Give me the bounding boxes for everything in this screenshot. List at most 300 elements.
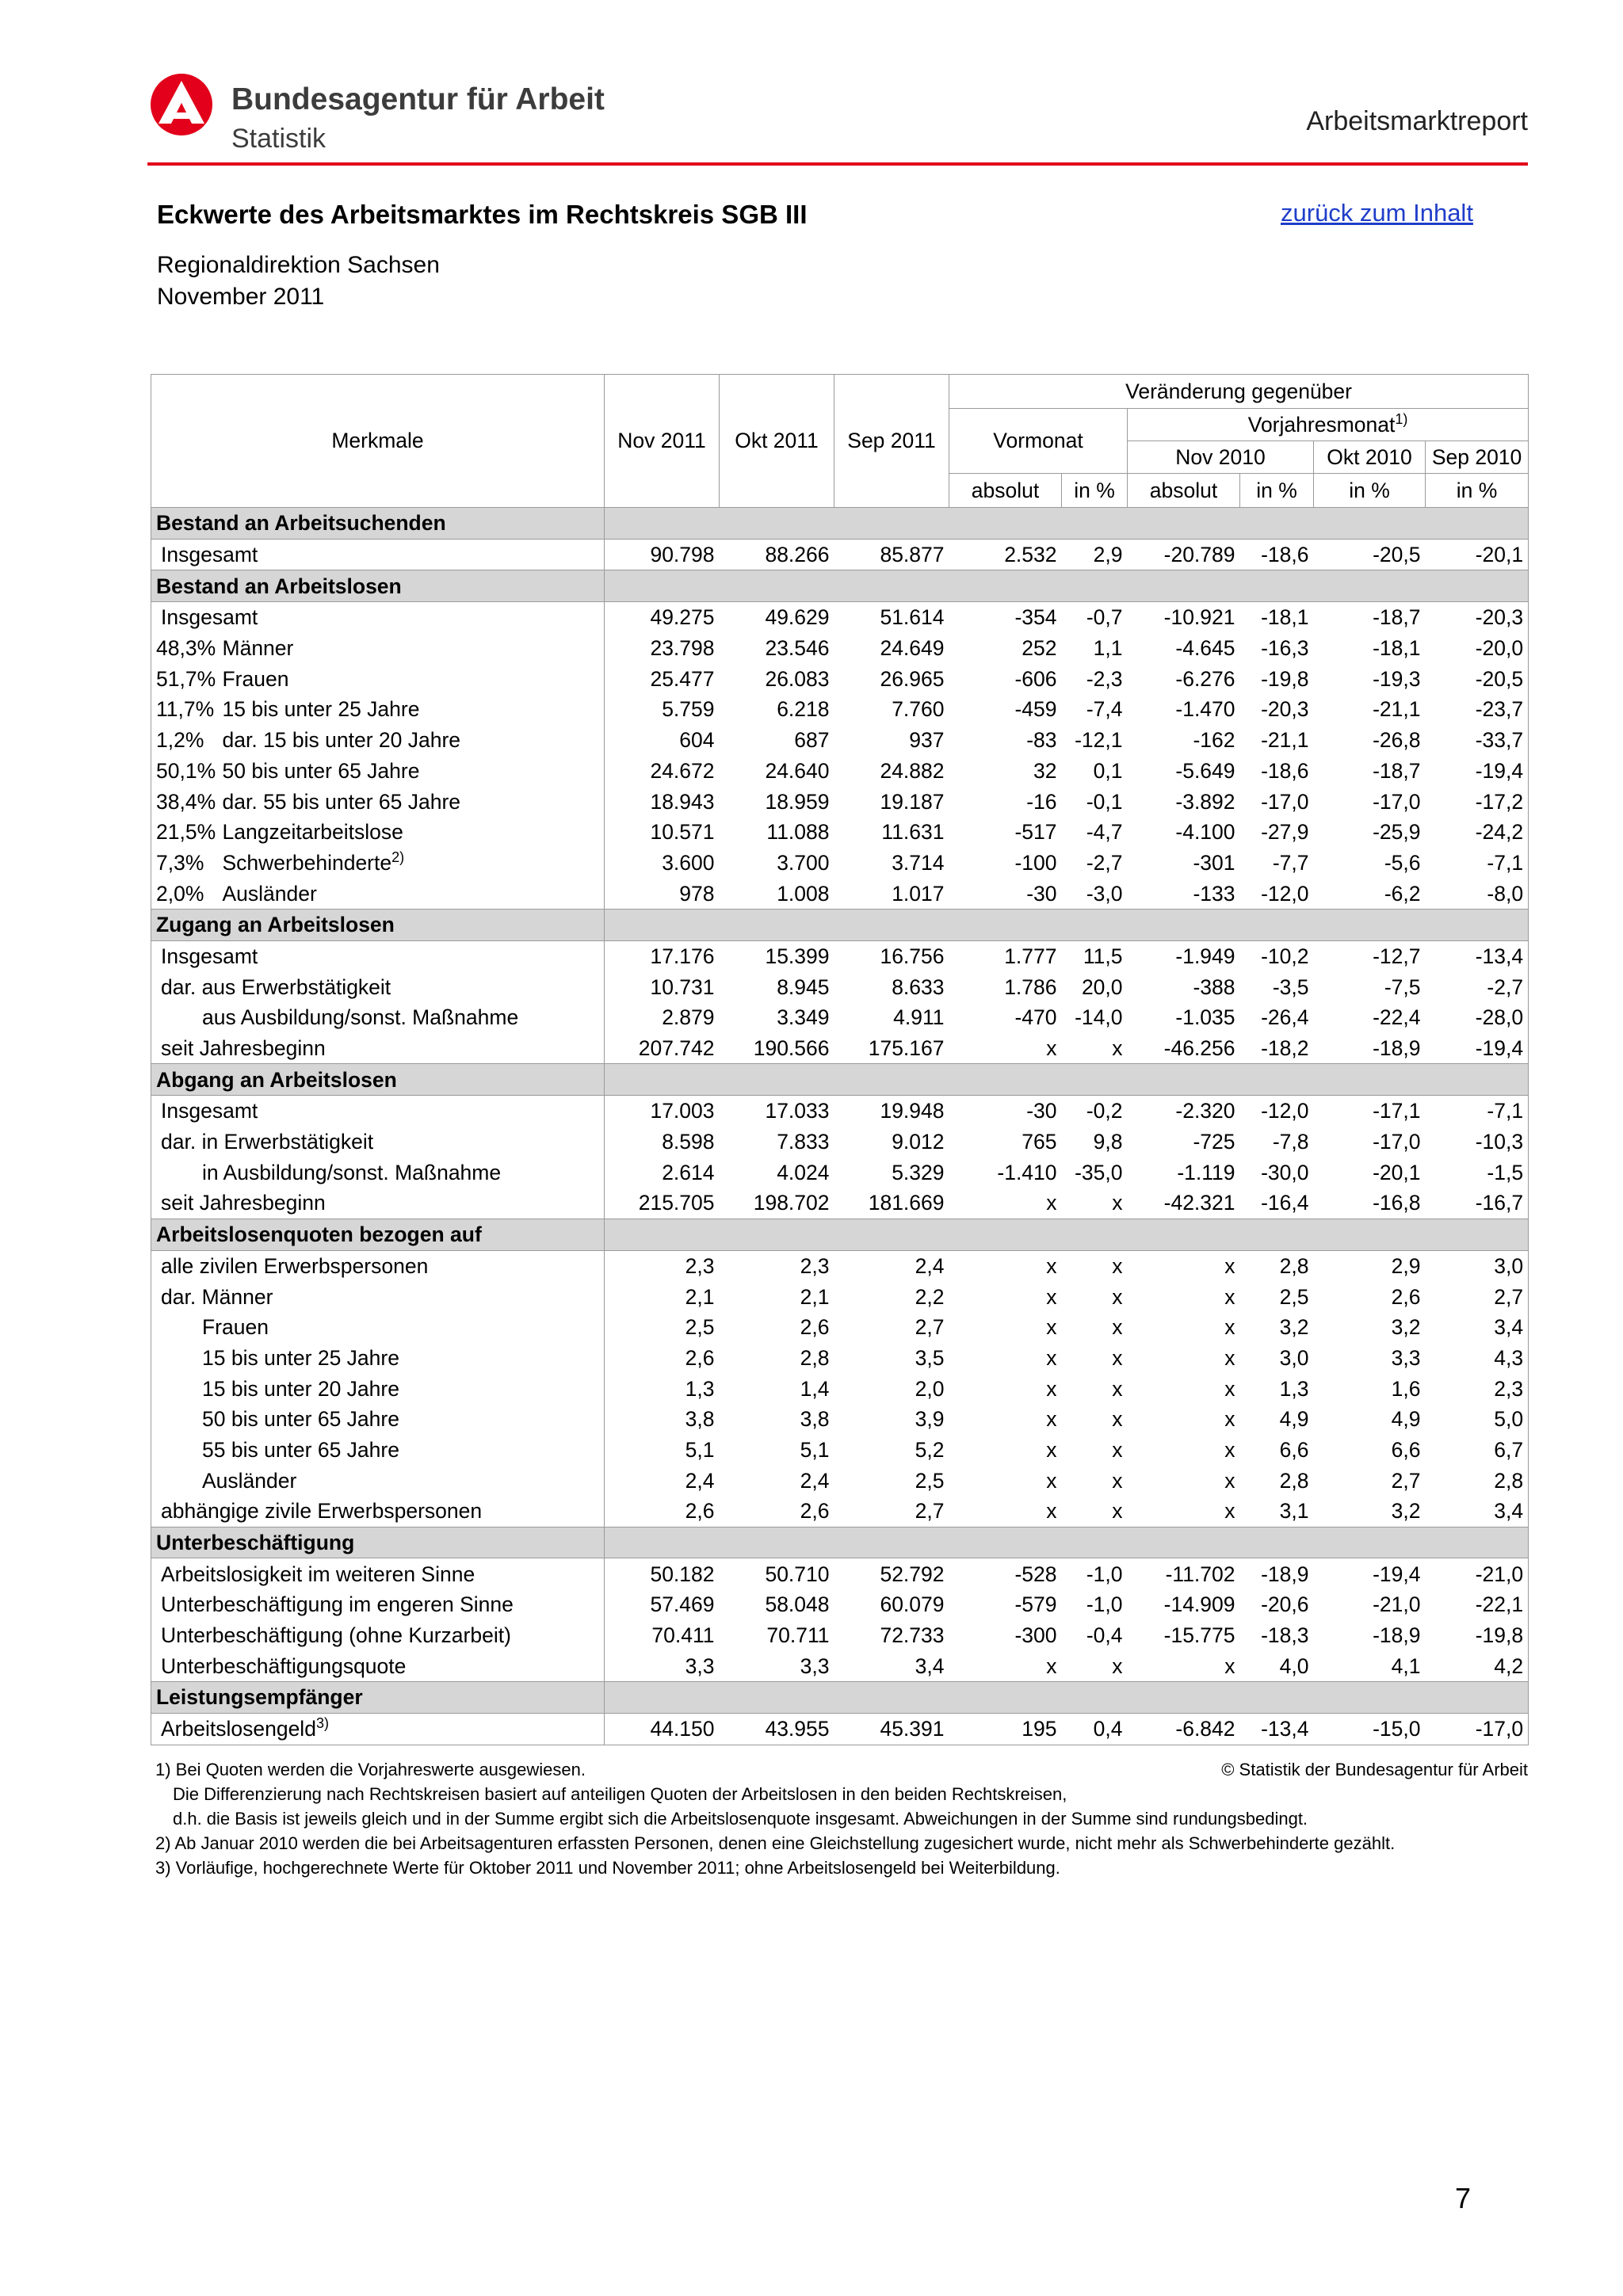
row-label-text: dar. 15 bis unter 20 Jahre — [222, 728, 461, 753]
row-label — [151, 1312, 605, 1343]
table-cell: -7,4 — [1086, 697, 1123, 722]
table-cell: -4.100 — [1175, 820, 1235, 845]
table-cell: 60.079 — [880, 1592, 945, 1617]
table-cell: -22,1 — [1426, 1589, 1529, 1620]
table-cell: x — [1046, 1284, 1057, 1309]
table-row — [151, 1465, 1529, 1496]
table-cell: 937 — [909, 728, 945, 753]
page-number: 7 — [1455, 2182, 1472, 2214]
table-cell: -20.789 — [1163, 543, 1235, 567]
table-cell: 2,5 — [685, 1315, 715, 1340]
table-cell: -17,0 — [1373, 1130, 1421, 1154]
table-cell: 3,4 — [1426, 1312, 1529, 1343]
row-label — [208, 878, 605, 909]
table-cell: -18,7 — [1373, 605, 1421, 630]
table-row — [151, 786, 1529, 817]
table-row — [151, 1157, 1529, 1188]
page-header — [0, 0, 1623, 174]
table-cell: 17.033 — [765, 1099, 830, 1123]
table-cell: 2.532 — [1004, 543, 1057, 567]
row-label-text: 50 bis unter 65 Jahre — [222, 758, 420, 783]
table-cell: -528 — [1014, 1562, 1057, 1586]
table-cell: -22,4 — [1373, 1005, 1421, 1030]
table-cell: 1,6 — [1391, 1376, 1421, 1401]
table-cell: -7,5 — [1384, 974, 1421, 999]
table-cell: -19,4 — [1426, 756, 1529, 787]
section-fill — [605, 508, 1529, 540]
table-cell: -19,8 — [1261, 666, 1309, 691]
table-cell: -1.410 — [997, 1160, 1057, 1184]
row-label — [151, 1127, 605, 1158]
table-cell: 3,8 — [800, 1407, 830, 1432]
row-label-text: dar. Männer — [161, 1284, 273, 1309]
table-cell: 207.742 — [638, 1036, 715, 1061]
table-cell: 3.600 — [662, 850, 715, 875]
table-cell: 252 — [1022, 636, 1057, 661]
table-cell: 52.792 — [880, 1562, 945, 1586]
back-to-contents-link[interactable]: zurück zum Inhalt — [1281, 199, 1473, 227]
section-title: Abgang an Arbeitslosen — [151, 1064, 605, 1096]
table-cell: 11.631 — [881, 820, 945, 845]
row-label — [208, 848, 605, 879]
table-cell: 4,9 — [1391, 1407, 1421, 1432]
row-label-text: 15 bis unter 25 Jahre — [202, 1345, 399, 1370]
table-cell: -20,1 — [1373, 1160, 1421, 1184]
table-cell: 181.669 — [868, 1191, 945, 1215]
section-row — [151, 1527, 1529, 1558]
row-label — [151, 602, 605, 633]
table-cell: x — [1046, 1345, 1057, 1370]
table-cell: -12,0 — [1261, 881, 1309, 906]
table-cell: 18.959 — [765, 789, 830, 814]
col-header-vorjahr — [1128, 409, 1529, 441]
table-cell: x — [1224, 1315, 1235, 1340]
share-percent: 11,7% — [151, 694, 208, 725]
table-cell: 4,0 — [1279, 1653, 1309, 1678]
header-rule — [147, 162, 1528, 166]
table-cell: -0,4 — [1086, 1623, 1123, 1648]
table-cell: 2,3 — [800, 1253, 830, 1278]
table-cell: 4,3 — [1426, 1343, 1529, 1374]
table-cell: 198.702 — [753, 1191, 830, 1215]
row-label — [151, 1343, 605, 1374]
table-cell: 5,1 — [685, 1437, 715, 1462]
table-cell: -14.909 — [1163, 1592, 1235, 1617]
table-cell: 49.629 — [765, 605, 830, 630]
table-cell: 2,0 — [915, 1376, 945, 1401]
table-cell: -2,3 — [1086, 666, 1123, 691]
row-label-text: Ausländer — [202, 1468, 297, 1493]
table-cell: x — [1046, 1191, 1057, 1215]
table-cell: -20,1 — [1426, 539, 1529, 570]
table-row — [151, 756, 1529, 787]
share-percent: 7,3% — [151, 848, 208, 879]
col-header-in-pct: in % — [1240, 474, 1314, 508]
table-cell: -17,0 — [1426, 1713, 1529, 1745]
table-row — [151, 633, 1529, 664]
footnote-1-cont: d.h. die Basis ist jeweils gleich und in der Summe ergibt sich die Arbeitslosenquote insgesamt. Abweichungen in der Summe sind rundungsbedingt. — [173, 1809, 1308, 1829]
table-cell: -28,0 — [1426, 1002, 1529, 1033]
row-label — [208, 663, 605, 694]
table-cell: 2,5 — [915, 1468, 945, 1493]
section-row — [151, 570, 1529, 602]
table-cell: 0,4 — [1062, 1713, 1128, 1745]
table-cell: 3,4 — [915, 1653, 945, 1678]
table-cell: -388 — [1193, 974, 1235, 999]
table-cell: -7,8 — [1272, 1130, 1309, 1154]
region-label: Regionaldirektion Sachsen — [157, 252, 440, 278]
table-cell: 6,7 — [1426, 1435, 1529, 1466]
row-label-text: aus Ausbildung/sonst. Maßnahme — [202, 1005, 519, 1030]
table-cell: -15.775 — [1163, 1623, 1235, 1648]
table-cell: 2,8 — [1279, 1468, 1309, 1493]
row-label-text: seit Jahresbeginn — [161, 1191, 326, 1215]
table-cell: -8,0 — [1426, 878, 1529, 909]
table-cell: 2,6 — [685, 1499, 715, 1524]
table-cell: 3,0 — [1426, 1250, 1529, 1281]
table-cell: 90.798 — [650, 543, 715, 567]
table-cell: -1.949 — [1175, 944, 1235, 968]
table-cell: 2,7 — [1391, 1468, 1421, 1493]
table-cell: 3,2 — [1391, 1499, 1421, 1524]
section-row — [151, 1064, 1529, 1096]
table-cell: 687 — [794, 728, 830, 753]
table-cell: -517 — [1014, 820, 1057, 845]
table-row — [151, 817, 1529, 848]
table-cell: x — [1112, 1653, 1123, 1678]
row-label — [151, 1650, 605, 1681]
table-cell: -33,7 — [1426, 725, 1529, 756]
table-cell: -21,1 — [1373, 697, 1421, 722]
share-percent: 21,5% — [151, 817, 208, 848]
section-fill — [605, 1064, 1529, 1096]
table-cell: -18,6 — [1261, 758, 1309, 783]
col-header-nov2010: Nov 2010 — [1128, 441, 1314, 474]
table-cell: -579 — [1014, 1592, 1057, 1617]
col-header-sep2011: Sep 2011 — [834, 375, 949, 508]
table-cell: 0,1 — [1093, 758, 1123, 783]
table-cell: 23.546 — [765, 636, 830, 661]
row-label — [151, 1558, 605, 1589]
row-label — [151, 1002, 605, 1033]
table-row — [151, 971, 1529, 1002]
table-cell: -6,2 — [1384, 881, 1421, 906]
table-cell: 2,5 — [1279, 1284, 1309, 1309]
row-label — [151, 1496, 605, 1527]
table-cell: 2,6 — [1391, 1284, 1421, 1309]
table-cell: -26,8 — [1373, 728, 1421, 753]
row-label-text: in Ausbildung/sonst. Maßnahme — [202, 1160, 502, 1184]
row-label — [151, 971, 605, 1002]
table-body — [151, 508, 1529, 1745]
table-cell: 19.948 — [880, 1099, 945, 1123]
table-cell: 3,5 — [915, 1345, 945, 1370]
row-label — [151, 539, 605, 570]
section-fill — [605, 1527, 1529, 1558]
section-row — [151, 1219, 1529, 1250]
col-header-in-pct: in % — [1062, 474, 1128, 508]
row-label-text: alle zivilen Erwerbspersonen — [161, 1253, 429, 1278]
row-label — [151, 1281, 605, 1312]
table-cell: -725 — [1193, 1130, 1235, 1154]
table-row — [151, 725, 1529, 756]
footnote-ref: 1) — [1395, 410, 1408, 427]
table-cell: -19,8 — [1426, 1620, 1529, 1651]
table-cell: 3,3 — [800, 1653, 830, 1678]
table-cell: -606 — [1014, 666, 1057, 691]
table-cell: x — [1046, 1499, 1057, 1524]
table-cell: 85.877 — [880, 543, 945, 567]
row-label-text: 15 bis unter 20 Jahre — [202, 1376, 399, 1401]
table-cell: x — [1112, 1499, 1123, 1524]
table-cell: -4.645 — [1175, 636, 1235, 661]
col-header-change: Veränderung gegenüber — [949, 375, 1529, 409]
table-cell: -4,7 — [1086, 820, 1123, 845]
table-cell: -21,1 — [1261, 728, 1309, 753]
table-cell: 17.003 — [650, 1099, 715, 1123]
table-cell: x — [1112, 1284, 1123, 1309]
row-label-text: Langzeitarbeitslose — [222, 820, 403, 845]
table-cell: x — [1046, 1407, 1057, 1432]
row-label-text: dar. 55 bis unter 65 Jahre — [222, 789, 461, 814]
table-cell: -18,3 — [1261, 1623, 1309, 1648]
table-cell: 8.633 — [892, 974, 945, 999]
table-cell: 3,9 — [915, 1407, 945, 1432]
table-cell: x — [1224, 1407, 1235, 1432]
table-cell: -23,7 — [1426, 694, 1529, 725]
table-row — [151, 1127, 1529, 1158]
section-row — [151, 1682, 1529, 1714]
table-row — [151, 1002, 1529, 1033]
table-cell: x — [1112, 1437, 1123, 1462]
table-cell: 4,9 — [1279, 1407, 1309, 1432]
table-cell: 32 — [1033, 758, 1057, 783]
table-row — [151, 1558, 1529, 1589]
row-label — [151, 1250, 605, 1281]
table-cell: -19,4 — [1373, 1562, 1421, 1586]
table-cell: 10.731 — [650, 974, 715, 999]
table-cell: 15.399 — [765, 944, 830, 968]
row-label-text: Unterbeschäftigungsquote — [161, 1653, 407, 1678]
table-cell: -27,9 — [1261, 820, 1309, 845]
row-label — [208, 725, 605, 756]
table-cell: 3,2 — [1279, 1315, 1309, 1340]
table-cell: 604 — [679, 728, 715, 753]
table-row — [151, 1713, 1529, 1745]
row-label-text: Arbeitslosigkeit im weiteren Sinne — [161, 1562, 475, 1586]
row-label — [151, 1033, 605, 1064]
footnote-2: 2) Ab Januar 2010 werden die bei Arbeitsagenturen erfassten Personen, denen eine Gleichstellung zugesichert wurde, nicht mehr als Schwerbehinderte gezählt. — [155, 1833, 1396, 1853]
table-cell: 2,6 — [685, 1345, 715, 1370]
table-cell: 49.275 — [650, 605, 715, 630]
table-cell: 5.329 — [892, 1160, 945, 1184]
share-percent: 48,3% — [151, 633, 208, 664]
table-cell: 88.266 — [765, 543, 830, 567]
table-cell: 10.571 — [650, 820, 715, 845]
table-cell: x — [1046, 1468, 1057, 1493]
section-title: Leistungsempfänger — [151, 1682, 605, 1714]
table-cell: -24,2 — [1426, 817, 1529, 848]
table-row — [151, 1096, 1529, 1127]
table-row — [151, 848, 1529, 879]
table-cell: -5,6 — [1384, 850, 1421, 875]
table-cell: -2,7 — [1086, 850, 1123, 875]
table-cell: -16 — [1026, 789, 1057, 814]
table-cell: -30,0 — [1261, 1160, 1309, 1184]
table-cell: -42.321 — [1163, 1191, 1235, 1215]
table-cell: -354 — [1014, 605, 1057, 630]
table-cell: -30 — [1026, 881, 1057, 906]
table-cell: -18,7 — [1373, 758, 1421, 783]
table-cell: -35,0 — [1075, 1160, 1123, 1184]
table-cell: 2,8 — [1426, 1465, 1529, 1496]
table-cell: -26,4 — [1261, 1005, 1309, 1030]
col-header-merkmale: Merkmale — [151, 375, 605, 508]
table-header — [151, 375, 1529, 508]
table-cell: 11,5 — [1083, 944, 1123, 968]
row-label-text: 15 bis unter 25 Jahre — [222, 697, 420, 722]
table-cell: -18,9 — [1261, 1562, 1309, 1586]
table-cell: -100 — [1014, 850, 1057, 875]
row-label — [151, 1404, 605, 1435]
table-cell: x — [1224, 1499, 1235, 1524]
table-cell: 8.945 — [777, 974, 830, 999]
table-row — [151, 1589, 1529, 1620]
org-subtitle: Statistik — [231, 124, 327, 154]
table-cell: 1,4 — [800, 1376, 830, 1401]
table-cell: 44.150 — [605, 1713, 720, 1745]
table-cell: 3,0 — [1279, 1345, 1309, 1370]
table-cell: -3,0 — [1086, 881, 1123, 906]
table-cell: -2.320 — [1175, 1099, 1235, 1123]
table-cell: -12,7 — [1373, 944, 1421, 968]
key-figures-table — [151, 374, 1528, 1745]
vorjahr-label: Vorjahresmonat — [1247, 412, 1396, 437]
row-label-text: Frauen — [202, 1315, 269, 1340]
table-cell: -3,5 — [1272, 974, 1309, 999]
row-label-text: 55 bis unter 65 Jahre — [202, 1437, 399, 1462]
table-cell: 765 — [1022, 1130, 1057, 1154]
table-cell: -18,2 — [1261, 1036, 1309, 1061]
table-cell: -7,1 — [1426, 1096, 1529, 1127]
table-cell: 26.083 — [765, 666, 830, 691]
row-label-text: dar. aus Erwerbstätigkeit — [161, 974, 391, 999]
table-cell: -20,3 — [1426, 602, 1529, 633]
row-label — [151, 940, 605, 971]
table-cell: x — [1224, 1284, 1235, 1309]
col-header-nov2011: Nov 2011 — [605, 375, 720, 508]
table-row — [151, 1312, 1529, 1343]
section-title: Bestand an Arbeitsuchenden — [151, 508, 605, 540]
table-cell: 978 — [679, 881, 715, 906]
table-cell: 2,9 — [1093, 543, 1123, 567]
table-cell: -20,0 — [1426, 633, 1529, 664]
table-cell: 3.714 — [892, 850, 945, 875]
table-cell: -12,1 — [1075, 728, 1123, 753]
table-cell: -25,9 — [1373, 820, 1421, 845]
table-cell: x — [1112, 1468, 1123, 1493]
table-row — [151, 1188, 1529, 1219]
table-cell: -0,1 — [1086, 789, 1123, 814]
table-row — [151, 602, 1529, 633]
table-row — [151, 1496, 1529, 1527]
table-cell: -18,6 — [1261, 543, 1309, 567]
ba-logo-icon — [147, 73, 216, 136]
table-cell: -133 — [1193, 881, 1235, 906]
section-fill — [605, 1219, 1529, 1250]
table-row — [151, 1435, 1529, 1466]
table-cell: 1,3 — [685, 1376, 715, 1401]
period-label: November 2011 — [157, 284, 325, 310]
row-label — [151, 1620, 605, 1651]
table-cell: 3,3 — [1391, 1345, 1421, 1370]
table-cell: -0,2 — [1086, 1099, 1123, 1123]
table-cell: 24.672 — [650, 758, 715, 783]
table-cell: 1,1 — [1093, 636, 1123, 661]
table-cell: x — [1112, 1407, 1123, 1432]
row-label-text: seit Jahresbeginn — [161, 1036, 326, 1061]
table-cell: 26.965 — [880, 666, 945, 691]
row-label-text: Ausländer — [222, 881, 317, 906]
table-cell: 1.008 — [777, 881, 830, 906]
table-cell: x — [1112, 1315, 1123, 1340]
org-name: Bundesagentur für Arbeit — [231, 82, 605, 116]
table-cell: -10,3 — [1426, 1127, 1529, 1158]
table-cell: -10,2 — [1261, 944, 1309, 968]
table-cell: 17.176 — [650, 944, 715, 968]
table-cell: -17,1 — [1373, 1099, 1421, 1123]
table-cell: -6.276 — [1175, 666, 1235, 691]
section-row — [151, 508, 1529, 540]
table-cell: 2,4 — [915, 1253, 945, 1278]
table-cell: -301 — [1193, 850, 1235, 875]
table-cell: x — [1046, 1437, 1057, 1462]
table-cell: -18,9 — [1373, 1623, 1421, 1648]
footnote-1-cont: Die Differenzierung nach Rechtskreisen basiert auf anteiligen Quoten der Arbeitslosen in den beiden Rechtskreisen, — [173, 1784, 1067, 1804]
copyright: © Statistik der Bundesagentur für Arbeit — [1221, 1760, 1528, 1779]
table-cell: x — [1112, 1376, 1123, 1401]
table-cell: 20,0 — [1081, 974, 1123, 999]
table-cell: 3,1 — [1279, 1499, 1309, 1524]
table-cell: x — [1112, 1036, 1123, 1061]
footnote-3: 3) Vorläufige, hochgerechnete Werte für Oktober 2011 und November 2011; ohne Arbeitslosengeld bei Weiterbildung. — [155, 1858, 1060, 1878]
table-cell: 5.759 — [662, 697, 715, 722]
row-label-text: Unterbeschäftigung (ohne Kurzarbeit) — [161, 1623, 511, 1648]
table-row — [151, 1620, 1529, 1651]
table-cell: x — [1046, 1315, 1057, 1340]
share-percent: 1,2% — [151, 725, 208, 756]
footnote-1: 1) Bei Quoten werden die Vorjahreswerte ausgewiesen. — [155, 1760, 586, 1779]
row-label-text: Insgesamt — [161, 543, 258, 567]
table-cell: 23.798 — [650, 636, 715, 661]
table-cell: 70.711 — [766, 1623, 830, 1648]
page-title: Eckwerte des Arbeitsmarktes im Rechtskreis SGB III — [157, 200, 808, 229]
table-cell: -7,1 — [1426, 848, 1529, 879]
table-cell: -20,3 — [1261, 697, 1309, 722]
table-cell: 5,1 — [800, 1437, 830, 1462]
table-cell: 9,8 — [1093, 1130, 1123, 1154]
table-cell: -14,0 — [1075, 1005, 1123, 1030]
table-row — [151, 1033, 1529, 1064]
table-cell: 175.167 — [868, 1036, 945, 1061]
table-cell: 3,3 — [685, 1653, 715, 1678]
row-label — [151, 1188, 605, 1219]
col-header-absolut: absolut — [1128, 474, 1240, 508]
table-cell: 2,8 — [800, 1345, 830, 1370]
table-cell: 6.218 — [777, 697, 830, 722]
row-label — [208, 633, 605, 664]
table-cell: 7.833 — [777, 1130, 830, 1154]
